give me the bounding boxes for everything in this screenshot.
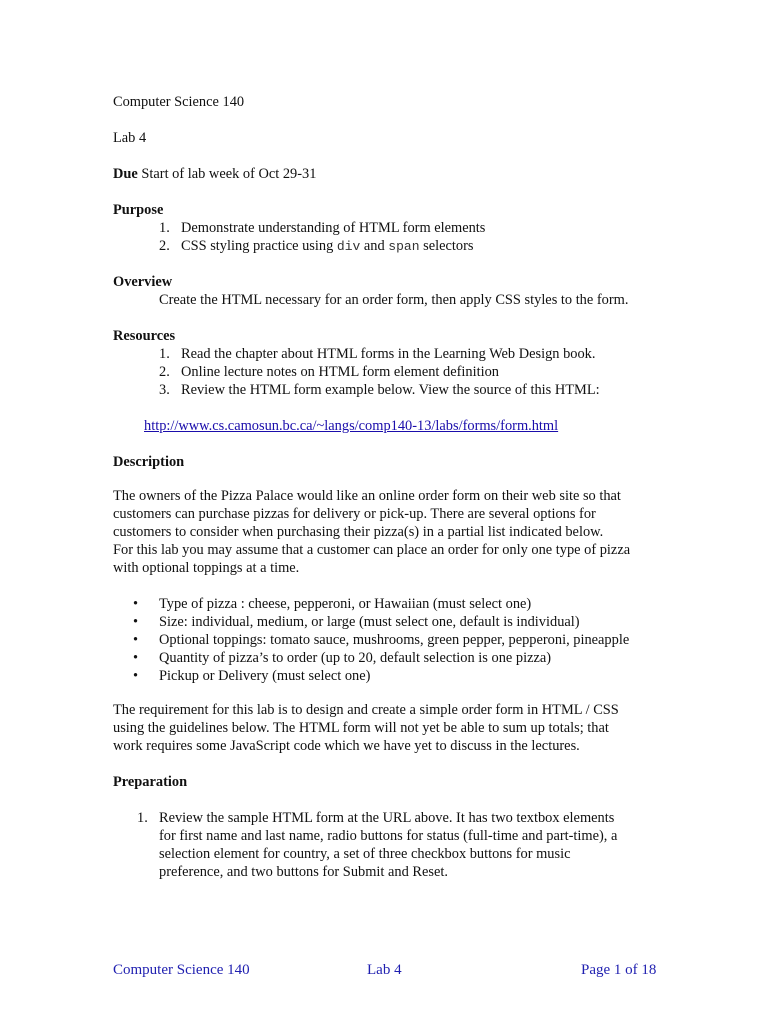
- list-item-text: Pickup or Delivery (must select one): [159, 668, 371, 684]
- bullet-icon: •: [133, 650, 139, 666]
- list-item-text: Optional toppings: tomato sauce, mushrooms, green pepper, pepperoni, pineapple: [159, 632, 630, 648]
- purpose-heading: Purpose: [113, 202, 164, 218]
- description-paragraph: [113, 487, 630, 577]
- list-number: 1.: [137, 810, 148, 826]
- purpose-list: [159, 219, 486, 256]
- due-line: [113, 165, 316, 183]
- resources-list: [159, 345, 600, 399]
- list-number: 1.: [159, 220, 170, 236]
- bullet-icon: •: [133, 668, 139, 684]
- footer-course: Computer Science 140: [113, 962, 250, 978]
- resource-item-text: Online lecture notes on HTML form element definition: [181, 364, 499, 380]
- resource-item: [159, 381, 600, 399]
- paragraph-line: selection element for country, a set of three checkbox buttons for music: [159, 846, 571, 862]
- paragraph-line: customers to consider when purchasing their pizza(s) in a partial list indicated below.: [113, 524, 604, 540]
- requirement-paragraph: [113, 701, 619, 755]
- list-item-text: Type of pizza : cheese, pepperoni, or Hawaiian (must select one): [159, 596, 532, 612]
- resources-heading: Resources: [113, 328, 176, 344]
- overview-text: Create the HTML necessary for an order form, then apply CSS styles to the form.: [159, 292, 629, 308]
- footer-page-number: Page 1 of 18: [581, 962, 657, 978]
- paragraph-line: preference, and two buttons for Submit and Reset.: [159, 864, 448, 880]
- lab-title: Lab 4: [113, 130, 147, 146]
- form-example-link[interactable]: http://www.cs.camosun.bc.ca/~langs/comp140-13/labs/forms/form.html: [144, 418, 559, 434]
- list-item-text: Quantity of pizza’s to order (up to 20, default selection is one pizza): [159, 650, 552, 666]
- bullet-icon: •: [133, 596, 139, 612]
- paragraph-line: The requirement for this lab is to design and create a simple order form in HTML / CSS: [113, 702, 619, 718]
- list-item: [133, 613, 629, 631]
- resource-item: [159, 363, 600, 381]
- preparation-heading: Preparation: [113, 774, 188, 790]
- purpose-item-text: CSS styling practice using: [181, 238, 337, 254]
- purpose-item-text: Demonstrate understanding of HTML form elements: [181, 220, 486, 236]
- overview-heading: Overview: [113, 274, 173, 290]
- list-number: 2.: [159, 364, 170, 380]
- code-span: span: [388, 239, 420, 254]
- paragraph-line: The owners of the Pizza Palace would like an online order form on their web site so that: [113, 488, 621, 504]
- due-text: Start of lab week of Oct 29-31: [137, 166, 317, 182]
- paragraph-line: Review the sample HTML form at the URL above. It has two textbox elements: [159, 810, 615, 826]
- paragraph-line: using the guidelines below. The HTML form will not yet be able to sum up totals; that: [113, 720, 609, 736]
- paragraph-line: work requires some JavaScript code which we have yet to discuss in the lectures.: [113, 738, 580, 754]
- resource-item-text: Read the chapter about HTML forms in the Learning Web Design book.: [181, 346, 596, 362]
- list-number: 3.: [159, 382, 170, 398]
- preparation-item: [137, 809, 618, 881]
- due-label: Due: [113, 166, 138, 182]
- paragraph-line: customers can purchase pizzas for delivery or pick-up. There are several options for: [113, 506, 596, 522]
- paragraph-line: For this lab you may assume that a customer can place an order for only one type of pizza: [113, 542, 631, 558]
- list-item-text: Size: individual, medium, or large (must select one, default is individual): [159, 614, 580, 630]
- footer-lab: Lab 4: [367, 962, 402, 978]
- paragraph-line: with optional toppings at a time.: [113, 560, 300, 576]
- list-item: [133, 631, 630, 649]
- description-heading: Description: [113, 454, 185, 470]
- resource-item: [159, 345, 600, 363]
- purpose-item: [159, 219, 486, 237]
- bullet-icon: •: [133, 614, 139, 630]
- list-item: [133, 649, 629, 667]
- list-item: [133, 595, 629, 613]
- purpose-item-text: selectors: [419, 238, 474, 254]
- order-options-list: [133, 595, 630, 685]
- list-number: 2.: [159, 238, 170, 254]
- list-item: [133, 667, 629, 685]
- code-div: div: [336, 239, 361, 254]
- bullet-icon: •: [133, 632, 139, 648]
- purpose-item: [159, 237, 485, 256]
- purpose-item-text: and: [360, 238, 389, 254]
- list-number: 1.: [159, 346, 170, 362]
- course-title: Computer Science 140: [113, 94, 245, 110]
- paragraph-line: for first name and last name, radio buttons for status (full-time and part-time), a: [159, 828, 618, 844]
- resource-item-text: Review the HTML form example below. View the source of this HTML:: [181, 382, 600, 398]
